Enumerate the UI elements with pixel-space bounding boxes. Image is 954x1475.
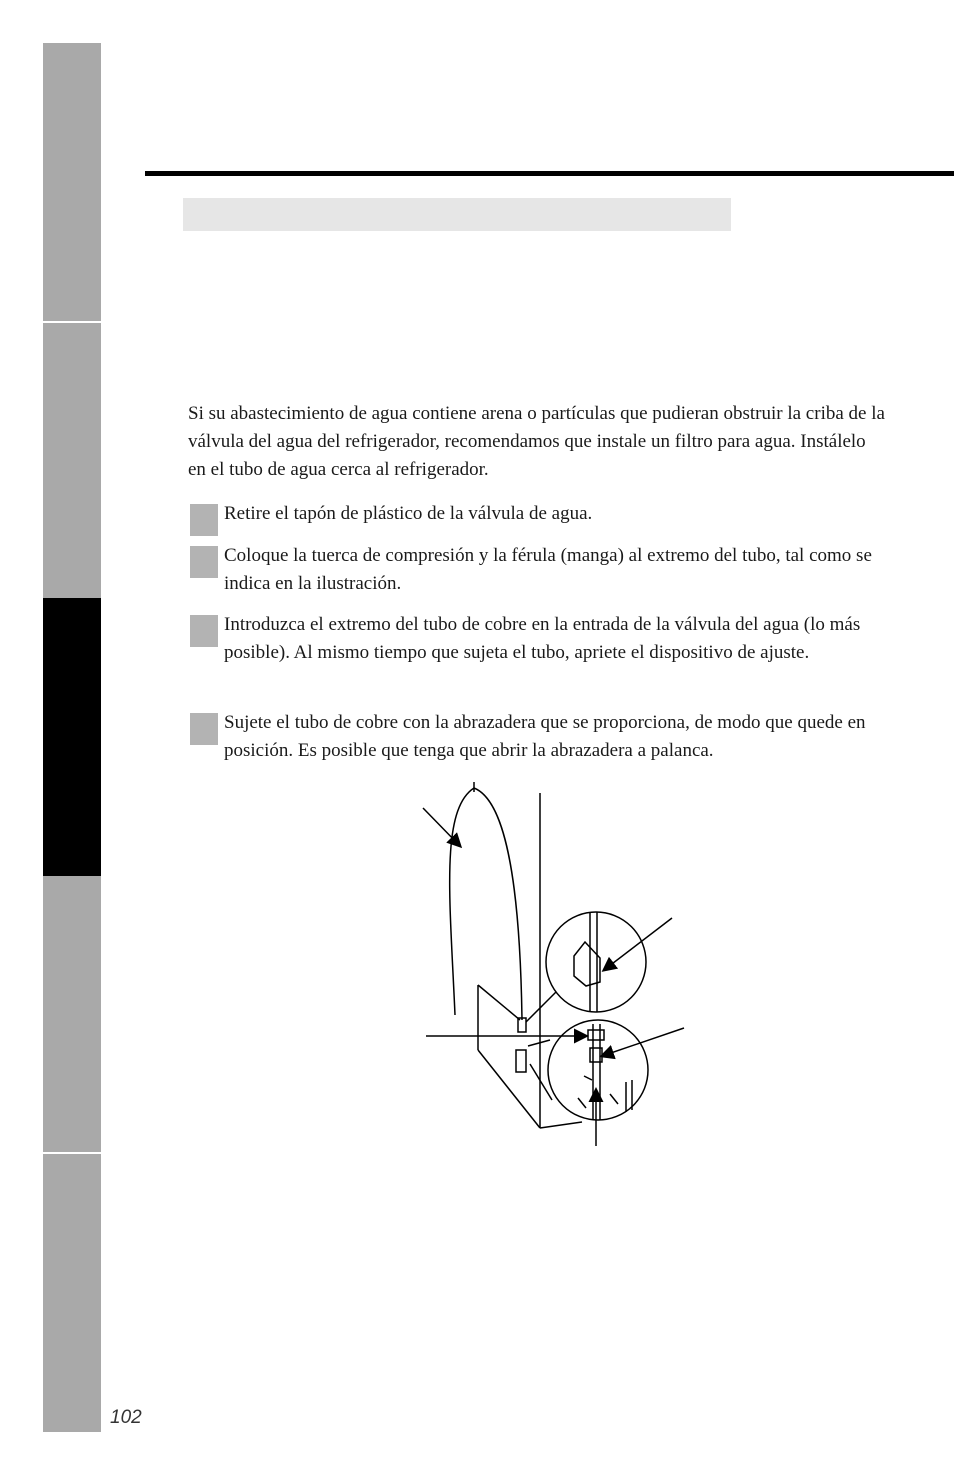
step-number-box [190,504,218,536]
arrow-tube [423,808,460,846]
side-tab-3-active [43,598,101,876]
detail-circle-clamp [546,912,646,1012]
intro-paragraph: Si su abastecimiento de agua contiene arena o partículas que pudieran obstruir la criba de la válvula del agua del refrigerador, recomendamos que instale un filtro para agua. Instálelo en el tubo de agua cerca al refrigerador. [188,403,885,480]
step-number-box [190,615,218,647]
side-tab-4 [43,876,101,1152]
side-tab-5 [43,1154,101,1432]
page-number: 102 [110,1407,142,1428]
side-tab-1 [43,43,101,321]
clamp-shape [574,942,600,986]
detail-circle-valve [548,1020,648,1120]
side-tab-2 [43,323,101,598]
refrigerator-bottom-edge [540,1122,582,1128]
step-number-box [190,546,218,578]
step-text: Introduzca el extremo del tubo de cobre en la entrada de la válvula del agua (lo más posible). Al mismo tiempo que sujeta el tubo, apriete el dispositivo de ajuste. [224,614,861,663]
section-title-bar [183,198,731,231]
step-text: Sujete el tubo de cobre con la abrazadera que se proporciona, de modo que quede en posición. Es posible que tenga que abrir la abrazadera a palanca. [224,712,866,761]
copper-tube [450,788,474,1015]
arrow-clamp [604,918,672,970]
step-number-box [190,713,218,745]
water-valve-illustration [410,780,700,1150]
arrow-ferrule [602,1028,684,1056]
step-text: Coloque la tuerca de compresión y la férula (manga) al extremo del tubo, tal como se indica en la ilustración. [224,545,872,594]
step-text: Retire el tapón de plástico de la válvula de agua. [224,503,593,524]
section-rule [145,171,954,176]
